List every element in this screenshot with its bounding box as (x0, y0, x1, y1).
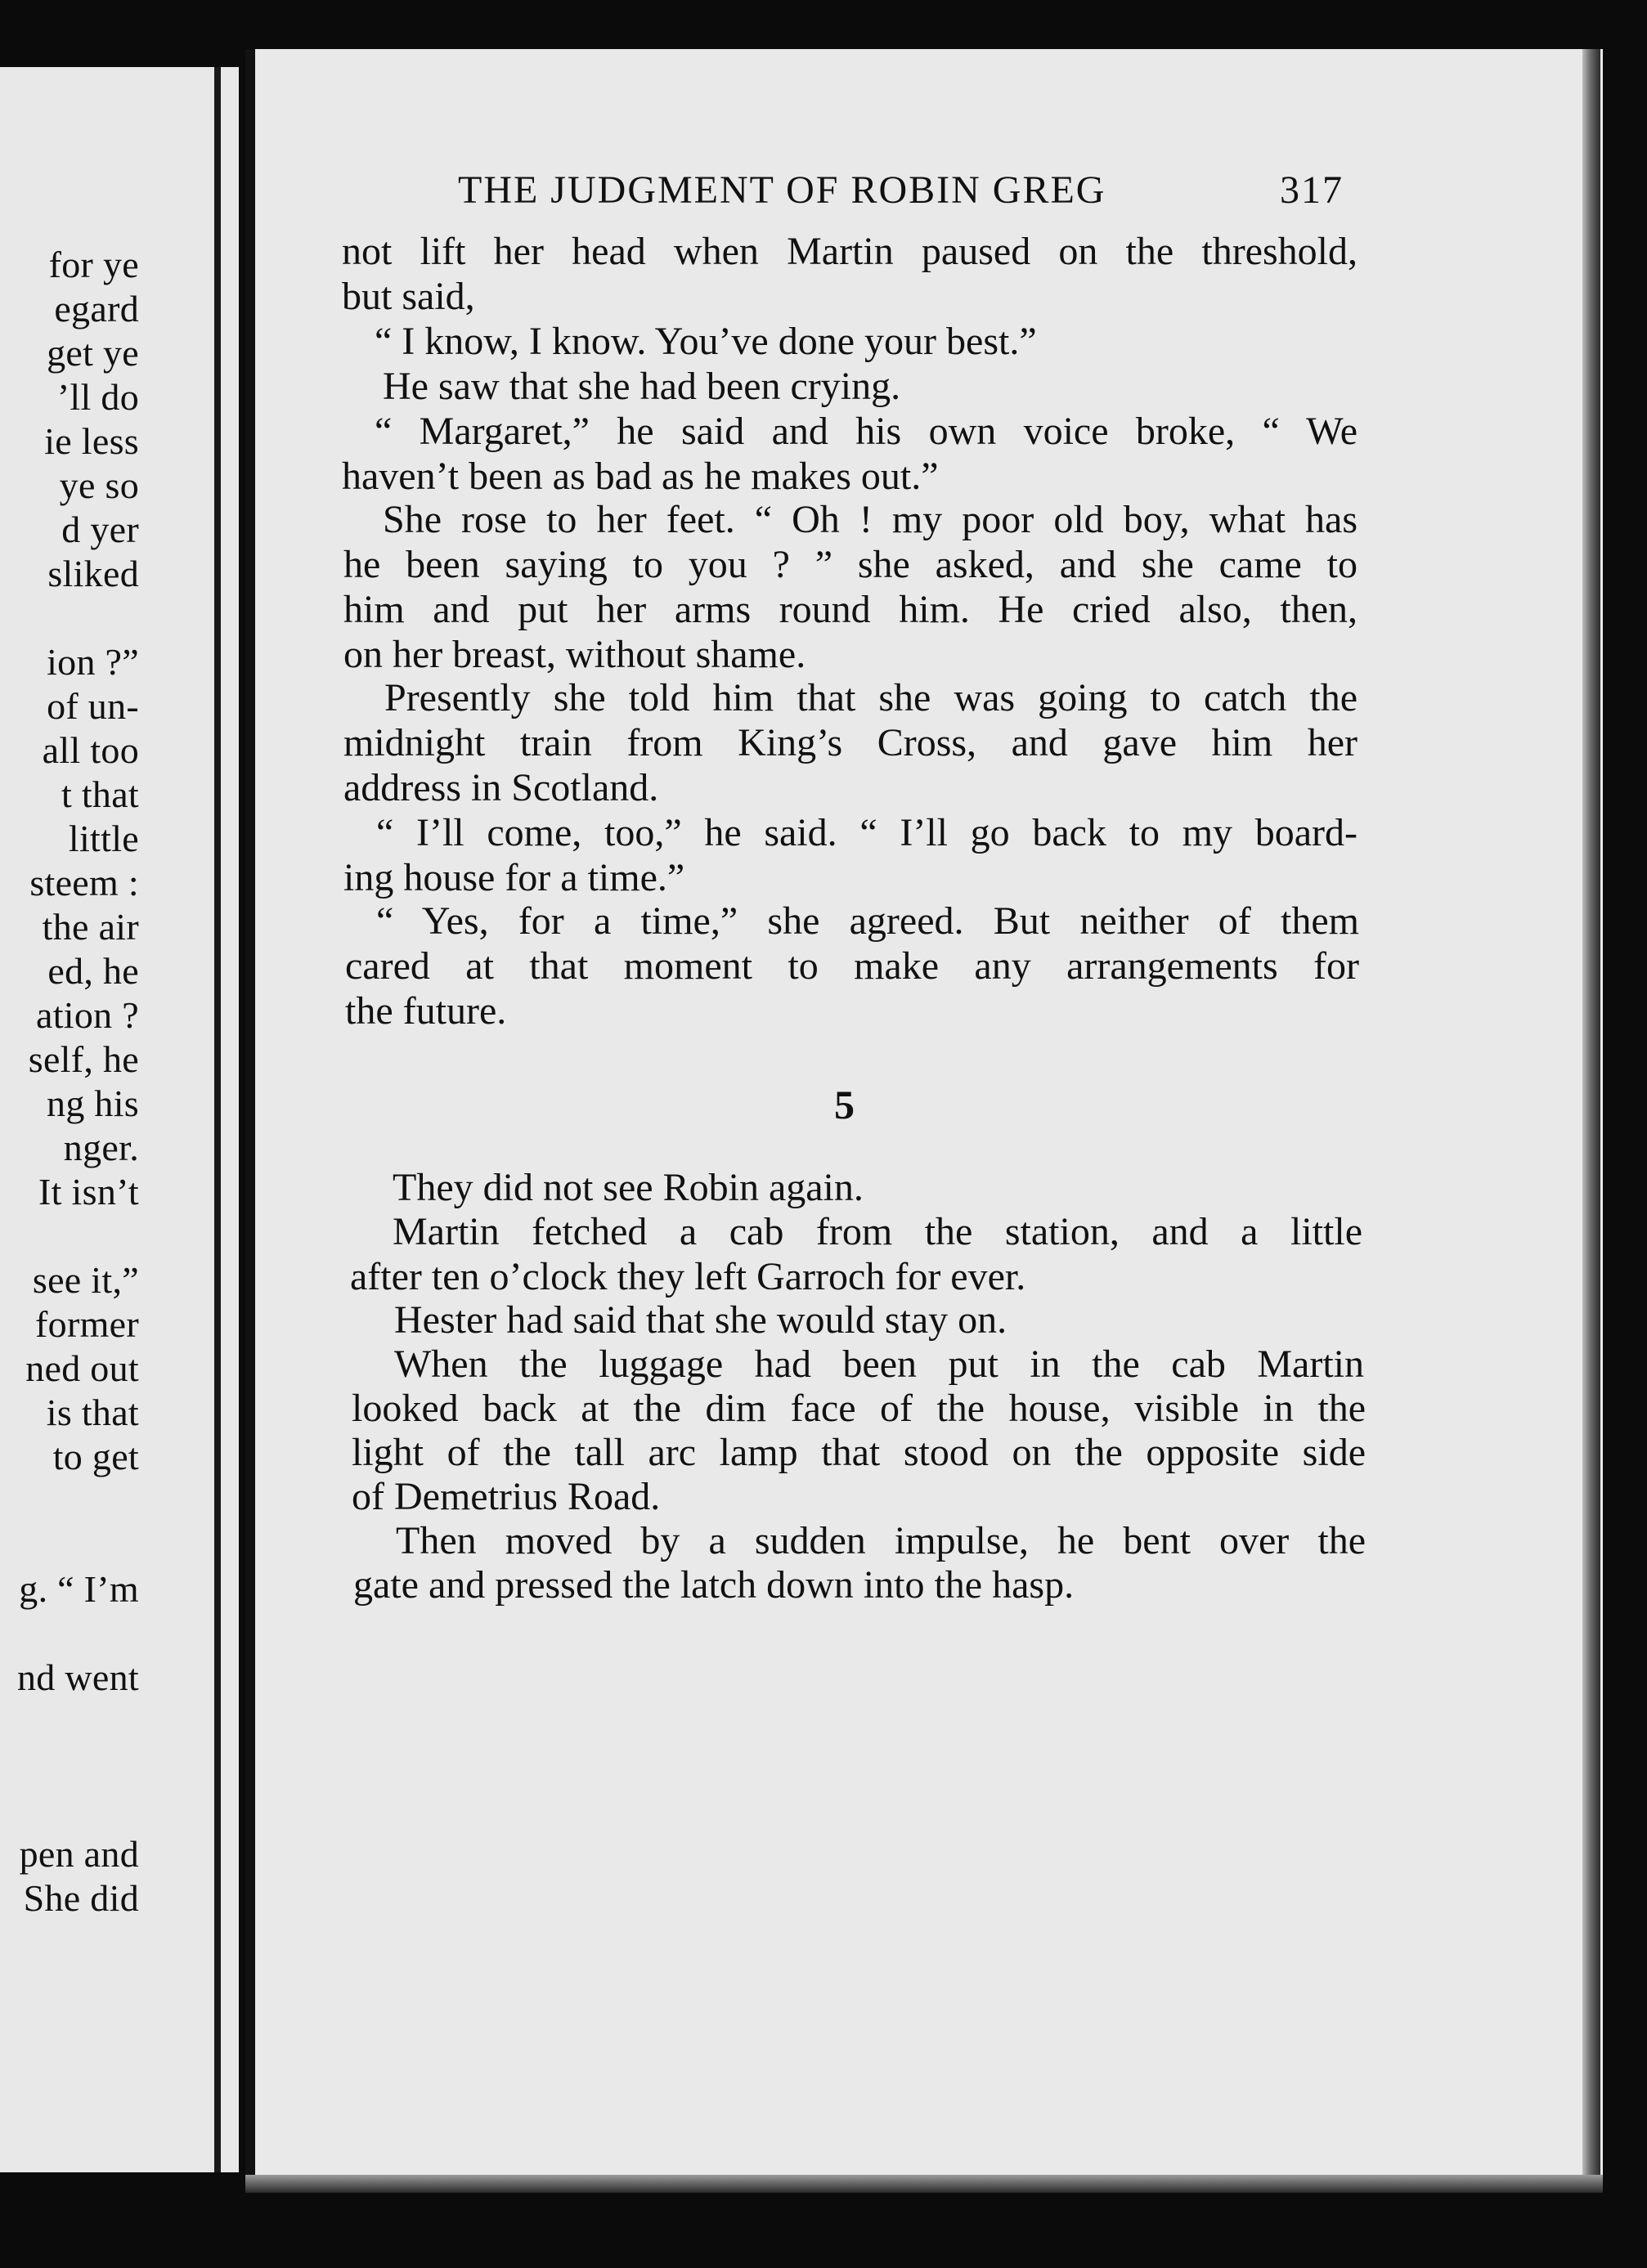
text-line: He saw that she had been crying. (383, 365, 901, 408)
text-line: him and put her arms round him. He cried also, then, (343, 588, 1358, 631)
text-line: They did not see Robin again. (393, 1166, 864, 1209)
left-fragment: all too (42, 729, 139, 771)
text-line: he been saying to you ? ” she asked, and she came to (343, 543, 1358, 586)
left-fragment: nd went (16, 1656, 139, 1698)
left-fragment: ng his (47, 1082, 139, 1124)
left-fragment: egard (54, 288, 139, 329)
text-line: looked back at the dim face of the house, visible in the (352, 1387, 1366, 1430)
left-fragment: It isn’t (38, 1171, 139, 1212)
text-line: on her breast, without shame. (343, 633, 806, 676)
left-fragment: nger. (63, 1127, 139, 1168)
left-fragment: ed, he (47, 950, 139, 992)
left-fragment: steem : (29, 862, 139, 903)
text-line: after ten o’clock they left Garroch for ever. (350, 1255, 1026, 1298)
page-edge-bottom (245, 2175, 1603, 2193)
page-gutter (214, 67, 221, 2172)
left-fragment: g. “ I’m (19, 1568, 139, 1610)
left-fragment: self, he (28, 1038, 139, 1080)
text-line: but said, (342, 275, 475, 318)
left-fragment: get ye (47, 332, 139, 374)
left-fragment: of un- (47, 685, 139, 727)
text-line: cared at that moment to make any arrangements for (345, 944, 1359, 988)
left-fragment: see it,” (32, 1259, 139, 1301)
page-number: 317 (1280, 168, 1344, 212)
left-fragment: ’ll do (56, 376, 139, 418)
left-fragment: is that (46, 1392, 139, 1433)
text-line: of Demetrius Road. (352, 1475, 661, 1518)
left-fragment: little (68, 818, 139, 859)
text-line: Martin fetched a cab from the station, and a little (393, 1210, 1362, 1253)
page-edge-right (1582, 49, 1600, 2191)
text-line: gate and pressed the latch down into the hasp. (353, 1563, 1075, 1607)
left-fragment: ie less (44, 420, 139, 462)
text-line: “ I know, I know. You’ve done your best.” (375, 320, 1037, 363)
text-line: “ Margaret,” he said and his own voice broke, “ We (375, 410, 1358, 453)
text-line: Then moved by a sudden impulse, he bent over the (396, 1519, 1366, 1562)
left-fragment: t that (61, 773, 139, 815)
left-fragment: ion ?” (47, 641, 139, 683)
text-line: light of the tall arc lamp that stood on the opposite side (352, 1431, 1366, 1474)
left-fragment: pen and (19, 1833, 139, 1875)
text-line: not lift her head when Martin paused on the threshold, (342, 230, 1358, 273)
text-line: Hester had said that she would stay on. (394, 1298, 1007, 1342)
text-line: address in Scotland. (343, 766, 659, 809)
left-fragment: sliked (47, 553, 139, 594)
left-fragment: ation ? (36, 994, 139, 1036)
text-line: “ Yes, for a time,” she agreed. But neither of them (376, 899, 1359, 943)
left-fragment: d yer (61, 509, 139, 550)
text-line: “ I’ll come, too,” he said. “ I’ll go back to my board- (376, 811, 1358, 854)
running-title: THE JUDGMENT OF ROBIN GREG (458, 168, 1106, 212)
section-number: 5 (834, 1082, 855, 1127)
left-fragment: to get (52, 1436, 139, 1477)
left-fragment: ned out (25, 1347, 139, 1389)
left-fragment: former (35, 1303, 139, 1345)
text-line: She rose to her feet. “ Oh ! my poor old boy, what has (383, 498, 1358, 541)
text-line: When the luggage had been put in the cab Martin (394, 1342, 1364, 1386)
left-fragment: for ye (48, 244, 139, 285)
text-line: haven’t been as bad as he makes out.” (342, 455, 939, 498)
left-fragment: ye so (59, 464, 139, 506)
left-fragment: She did (23, 1877, 139, 1919)
left-fragment: the air (42, 906, 139, 948)
left-facing-page (0, 67, 239, 2172)
text-line: Presently she told him that she was going to catch the (384, 676, 1358, 719)
text-line: ing house for a time.” (343, 856, 685, 899)
text-line: the future. (345, 989, 507, 1033)
text-line: midnight train from King’s Cross, and gave him her (343, 721, 1358, 764)
